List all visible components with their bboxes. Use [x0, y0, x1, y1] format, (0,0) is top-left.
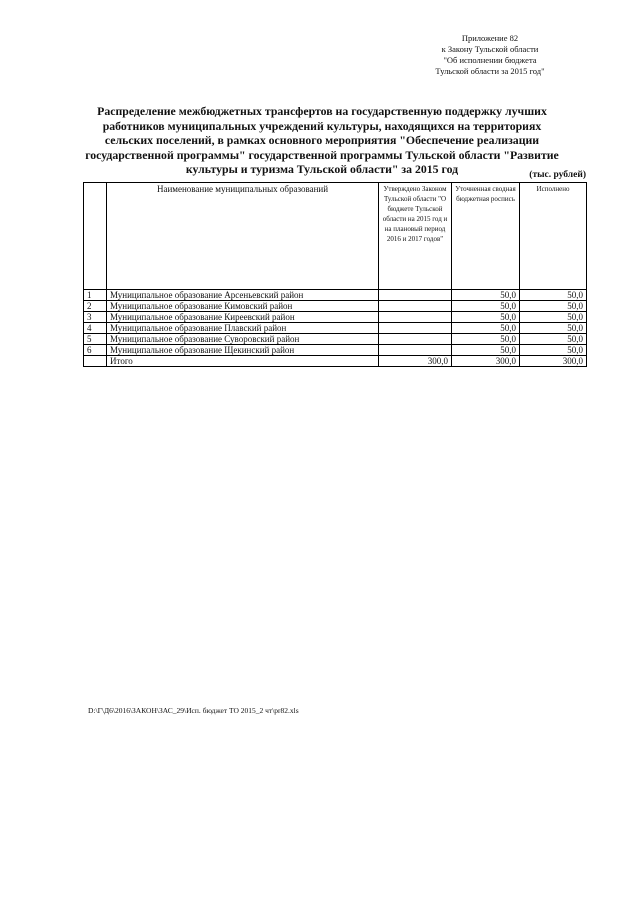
row-name: Муниципальное образование Плавский район — [107, 323, 379, 334]
header-name: Наименование муниципальных образований — [107, 183, 379, 290]
total-row — [84, 356, 587, 367]
table-row — [84, 312, 587, 323]
row-index: 4 — [84, 323, 107, 334]
row-name: Муниципальное образование Киреевский район — [107, 312, 379, 323]
row-index: 3 — [84, 312, 107, 323]
document-title — [82, 104, 562, 177]
row-name: Муниципальное образование Щекинский район — [107, 345, 379, 356]
row-executed: 50,0 — [520, 301, 587, 312]
title-line-3: сельских поселений, в рамках основного мероприятия "Обеспечение реализации — [104, 133, 540, 148]
row-revised: 50,0 — [452, 301, 520, 312]
row-revised: 50,0 — [452, 334, 520, 345]
row-executed: 50,0 — [520, 345, 587, 356]
row-index: 1 — [84, 290, 107, 301]
total-revised: 300,0 — [452, 356, 520, 367]
header-executed: Исполнено — [520, 183, 587, 290]
row-revised: 50,0 — [452, 312, 520, 323]
row-name: Муниципальное образование Кимовский район — [107, 301, 379, 312]
row-executed: 50,0 — [520, 334, 587, 345]
table-row — [84, 301, 587, 312]
row-name: Муниципальное образование Суворовский район — [107, 334, 379, 345]
row-revised: 50,0 — [452, 290, 520, 301]
row-index: 2 — [84, 301, 107, 312]
row-executed: 50,0 — [520, 290, 587, 301]
file-path-footer: D:\Г\Д6\2016\ЗАКОН\ЗАС_29\Исп. бюджет ТО 2015_2 чт\pr82.xls — [88, 706, 299, 715]
transfers-table — [83, 182, 587, 367]
row-approved — [379, 334, 452, 345]
table-row — [84, 345, 587, 356]
table-header-row — [84, 183, 587, 290]
table-row — [84, 334, 587, 345]
row-approved — [379, 290, 452, 301]
row-index: 5 — [84, 334, 107, 345]
row-approved — [379, 323, 452, 334]
row-name: Муниципальное образование Арсеньевский район — [107, 290, 379, 301]
table-row — [84, 290, 587, 301]
annex-number: Приложение 82 — [461, 33, 519, 43]
row-executed: 50,0 — [520, 312, 587, 323]
row-revised: 50,0 — [452, 345, 520, 356]
row-revised: 50,0 — [452, 323, 520, 334]
row-approved — [379, 301, 452, 312]
total-index — [84, 356, 107, 367]
title-line-2: работников муниципальных учреждений культуры, находящихся на территориях — [102, 118, 542, 133]
title-line-5: культуры и туризма Тульской области" за 2015 год — [185, 162, 459, 177]
header-revised: Уточненная сводная бюджетная роспись — [452, 183, 520, 290]
header-approved: Утверждено Законом Тульской области "О бюджете Тульской области на 2015 год и на плановый период 2016 и 2017 годов" — [379, 183, 452, 290]
annex-law-title-end: Тульской области за 2015 год" — [435, 66, 545, 76]
row-approved — [379, 312, 452, 323]
total-label: Итого — [107, 356, 379, 367]
row-approved — [379, 345, 452, 356]
annex-law: к Закону Тульской области — [441, 44, 539, 54]
row-executed: 50,0 — [520, 323, 587, 334]
total-executed: 300,0 — [520, 356, 587, 367]
title-line-1: Распределение межбюджетных трансфертов на государственную поддержку лучших — [97, 104, 547, 118]
annex-reference — [400, 33, 580, 77]
header-index — [84, 183, 107, 290]
annex-law-title: "Об исполнении бюджета — [443, 55, 537, 65]
units-label: (тыс. рублей) — [529, 170, 586, 180]
row-index: 6 — [84, 345, 107, 356]
table-row — [84, 323, 587, 334]
title-line-4: государственной программы" государственной программы Тульской области "Развитие — [85, 147, 559, 162]
total-approved: 300,0 — [379, 356, 452, 367]
